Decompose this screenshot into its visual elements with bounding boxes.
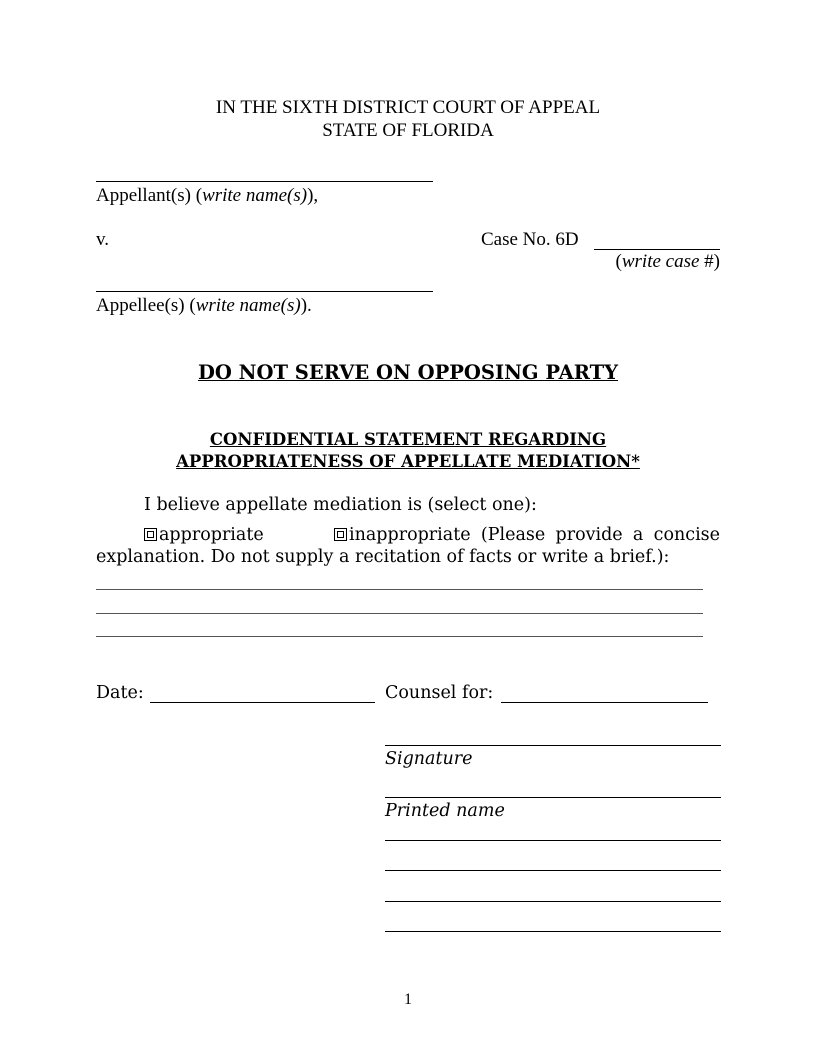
explanation-instructions: explanation. Do not supply a recitation of facts or write a brief.): — [96, 547, 670, 567]
do-not-serve-notice: DO NOT SERVE ON OPPOSING PARTY — [197, 361, 619, 384]
printed-name-line[interactable] — [385, 797, 721, 798]
option-appropriate[interactable] — [144, 525, 264, 545]
signature-line[interactable] — [385, 745, 721, 746]
explanation-line[interactable] — [96, 589, 703, 590]
option-inappropriate[interactable] — [334, 525, 720, 545]
address-line[interactable] — [385, 840, 721, 841]
case-number-hint: (write case #) — [615, 251, 720, 272]
appellant-name-line[interactable] — [96, 181, 433, 182]
form-title-line2: APPROPRIATENESS OF APPELLATE MEDIATION* — [176, 452, 640, 471]
case-number-line[interactable] — [594, 249, 720, 250]
mediation-prompt: I believe appellate mediation is (select one): — [144, 495, 537, 515]
counsel-for-field: Counsel for: — [385, 683, 494, 703]
inappropriate-label: inappropriate (Please provide a concise — [349, 525, 720, 545]
date-field: Date: — [96, 683, 144, 703]
inappropriate-checkbox[interactable] — [334, 528, 347, 541]
explanation-line[interactable] — [96, 636, 703, 637]
appellee-name-line[interactable] — [96, 291, 433, 292]
appellee-label: Appellee(s) (write name(s)). — [96, 295, 312, 316]
form-title-line1: CONFIDENTIAL STATEMENT REGARDING — [209, 430, 607, 449]
address-line[interactable] — [385, 931, 721, 932]
address-line[interactable] — [385, 870, 721, 871]
appellant-label: Appellant(s) (write name(s)), — [96, 185, 319, 206]
versus-label: v. — [96, 229, 110, 250]
court-name: IN THE SIXTH DISTRICT COURT OF APPEAL — [215, 97, 601, 118]
case-number-label: Case No. 6D — [481, 229, 579, 250]
appropriate-checkbox[interactable] — [144, 528, 157, 541]
printed-name-label: Printed name — [385, 801, 505, 821]
counsel-for-line[interactable] — [501, 702, 708, 703]
signature-label: Signature — [385, 749, 473, 769]
date-line[interactable] — [150, 702, 375, 703]
address-line[interactable] — [385, 901, 721, 902]
explanation-line[interactable] — [96, 613, 703, 614]
appropriate-label: appropriate — [159, 525, 264, 545]
court-state: STATE OF FLORIDA — [322, 120, 494, 141]
page-number: 1 — [404, 991, 412, 1008]
